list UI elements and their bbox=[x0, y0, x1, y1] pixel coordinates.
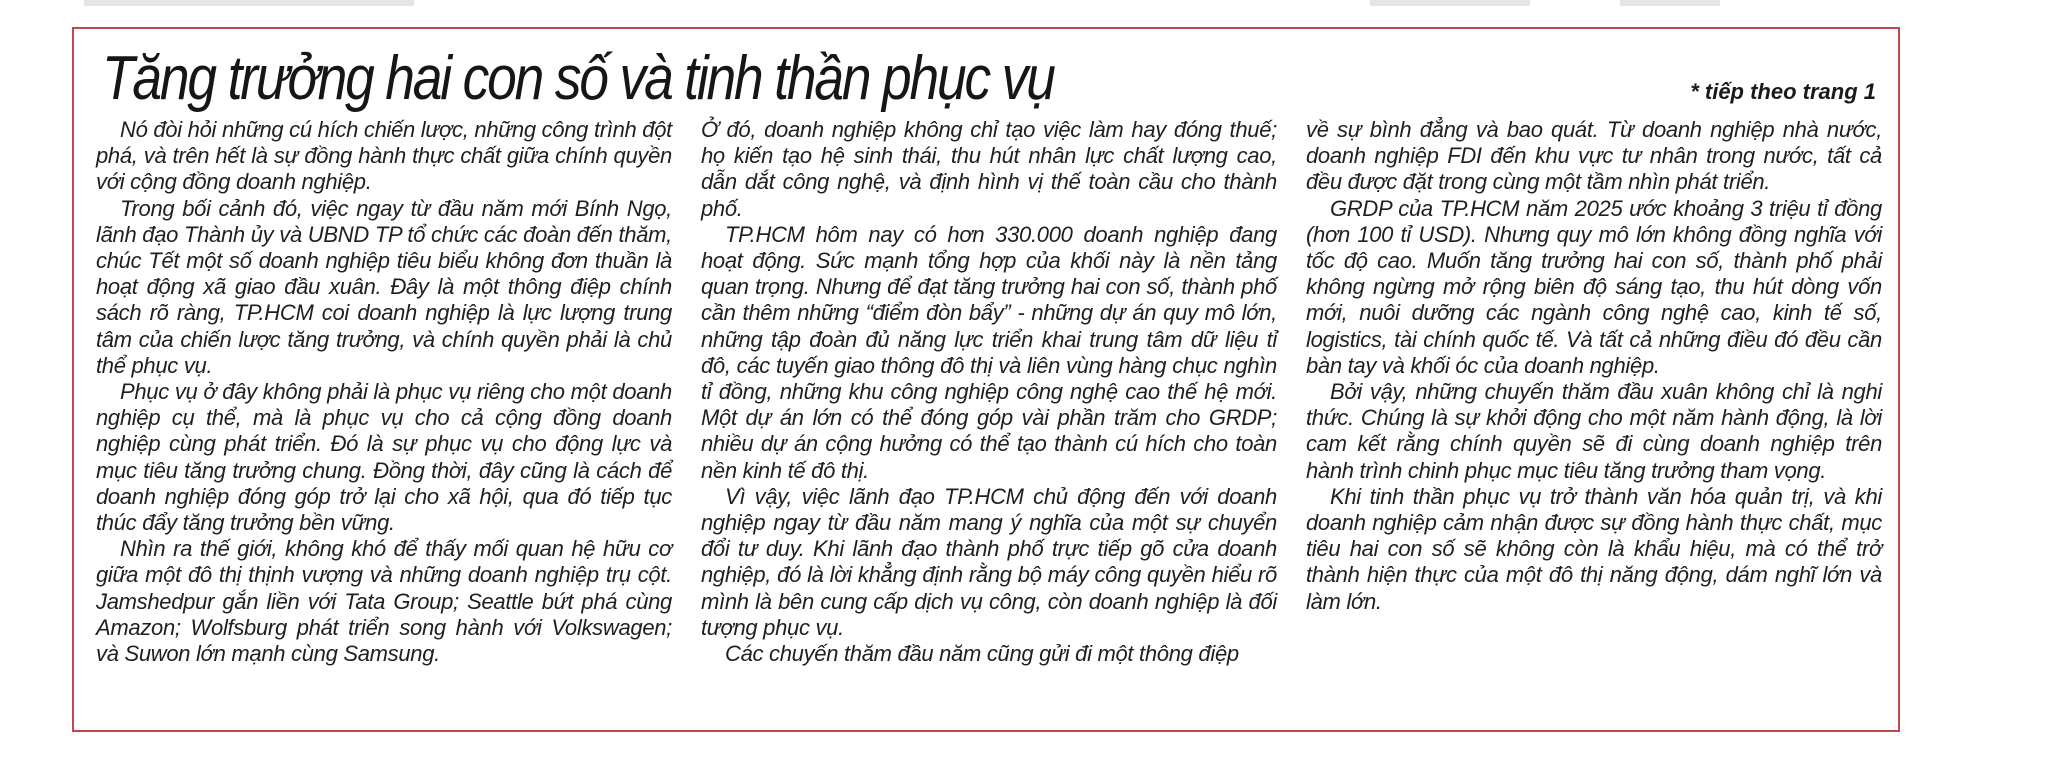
paragraph: GRDP của TP.HCM năm 2025 ước khoảng 3 triệu tỉ đồng (hơn 100 tỉ USD). Nhưng quy mô lớn không đồng nghĩa với tốc độ cao. Muốn tăng trưởng hai con số, thành phố phải không ngừng mở rộng biên độ sáng tạo, thu hút dòng vốn mới, nuôi dưỡng các ngành công nghệ cao, kinh tế số, logistics, tài chính quốc tế. Và tất cả những điều đó đều cần bàn tay và khối óc của doanh nghiệp. bbox=[1306, 195, 1882, 378]
article-box bbox=[72, 27, 1900, 732]
paragraph: Bởi vậy, những chuyến thăm đầu xuân không chỉ là nghi thức. Chúng là sự khởi động cho một năm hành động, là lời cam kết rằng chính quyền sẽ đi cùng doanh nghiệp trên hành trình chinh phục mục tiêu tăng trưởng tham vọng. bbox=[1306, 379, 1882, 483]
paragraph: Trong bối cảnh đó, việc ngay từ đầu năm mới Bính Ngọ, lãnh đạo Thành ủy và UBND TP tổ chức các đoàn đến thăm, chúc Tết một số doanh nghiệp tiêu biểu không đơn thuần là hoạt động xã giao đầu xuân. Đây là một thông điệp chính sách rõ ràng, TP.HCM coi doanh nghiệp là lực lượng trung tâm của chiến lược tăng trưởng, và chính quyền phải là chủ thể phục vụ. bbox=[96, 195, 672, 378]
paragraph: Phục vụ ở đây không phải là phục vụ riêng cho một doanh nghiệp cụ thể, mà là phục vụ cho cả cộng đồng doanh nghiệp cùng phát triển. Đó là sự phục vụ cho động lực và mục tiêu tăng trưởng chung. Đồng thời, đây cũng là cách để doanh nghiệp đóng góp trở lại cho xã hội, qua đó tiếp tục thúc đẩy tăng trưởng bền vững. bbox=[96, 379, 672, 536]
paragraph: Các chuyến thăm đầu năm cũng gửi đi một thông điệp bbox=[725, 641, 1239, 667]
paragraph: TP.HCM hôm nay có hơn 330.000 doanh nghiệp đang hoạt động. Sức mạnh tổng hợp của khối này là nền tảng quan trọng. Nhưng để đạt tăng trưởng hai con số, thành phố cần thêm những “điểm đòn bẩy” - những dự án quy mô lớn, những tập đoàn đủ năng lực triển khai trung tâm dữ liệu tỉ đô, các tuyến giao thông đô thị và liên vùng hàng chục nghìn tỉ đồng, những khu công nghiệp công nghệ cao thế hệ mới. Một dự án lớn có thể đóng góp vài phần trăm cho GRDP; nhiều dự án cộng hưởng có thể tạo thành cú hích cho toàn nền kinh tế đô thị. bbox=[701, 221, 1277, 483]
paragraph: về sự bình đẳng và bao quát. Từ doanh nghiệp nhà nước, doanh nghiệp FDI đến khu vực tư nhân trong nước, tất cả đều được đặt trong cùng một tầm nhìn phát triển. bbox=[1306, 117, 1882, 195]
page-header-fragment bbox=[1370, 0, 1530, 6]
article-column-3 bbox=[1306, 117, 1882, 615]
paragraph: Nó đòi hỏi những cú hích chiến lược, những công trình đột phá, và trên hết là sự đồng hành thực chất giữa chính quyền với cộng đồng doanh nghiệp. bbox=[96, 117, 672, 195]
paragraph: Vì vậy, việc lãnh đạo TP.HCM chủ động đến với doanh nghiệp ngay từ đầu năm mang ý nghĩa của một sự chuyển đổi tư duy. Khi lãnh đạo thành phố trực tiếp gõ cửa doanh nghiệp, đó là lời khẳng định rằng bộ máy công quyền hiểu rõ mình là bên cung cấp dịch vụ công, còn doanh nghiệp là đối tượng phục vụ. bbox=[701, 483, 1277, 640]
article-column-2 bbox=[701, 117, 1277, 667]
paragraph: Nhìn ra thế giới, không khó để thấy mối quan hệ hữu cơ giữa một đô thị thịnh vượng và những doanh nghiệp trụ cột. Jamshedpur gắn liền với Tata Group; Seattle bứt phá cùng Amazon; Wolfsburg phát triển song hành với Volkswagen; và Suwon lớn mạnh cùng Samsung. bbox=[96, 536, 672, 667]
continued-from-page-note: * tiếp theo trang 1 bbox=[1690, 79, 1876, 104]
page-header-fragment bbox=[84, 0, 414, 6]
article-headline: Tăng trưởng hai con số và tinh thần phục vụ bbox=[102, 44, 1054, 113]
article-column-1 bbox=[96, 117, 672, 667]
paragraph: Ở đó, doanh nghiệp không chỉ tạo việc làm hay đóng thuế; họ kiến tạo hệ sinh thái, thu hút nhân lực chất lượng cao, dẫn dắt công nghệ, và định hình vị thế toàn cầu cho thành phố. bbox=[701, 117, 1277, 221]
paragraph: Khi tinh thần phục vụ trở thành văn hóa quản trị, và khi doanh nghiệp cảm nhận được sự đồng hành thực chất, mục tiêu hai con số sẽ không còn là khẩu hiệu, mà có thể trở thành hiện thực của một đô thị năng động, dám nghĩ lớn và làm lớn. bbox=[1306, 483, 1882, 614]
page-header-fragment bbox=[1620, 0, 1720, 6]
